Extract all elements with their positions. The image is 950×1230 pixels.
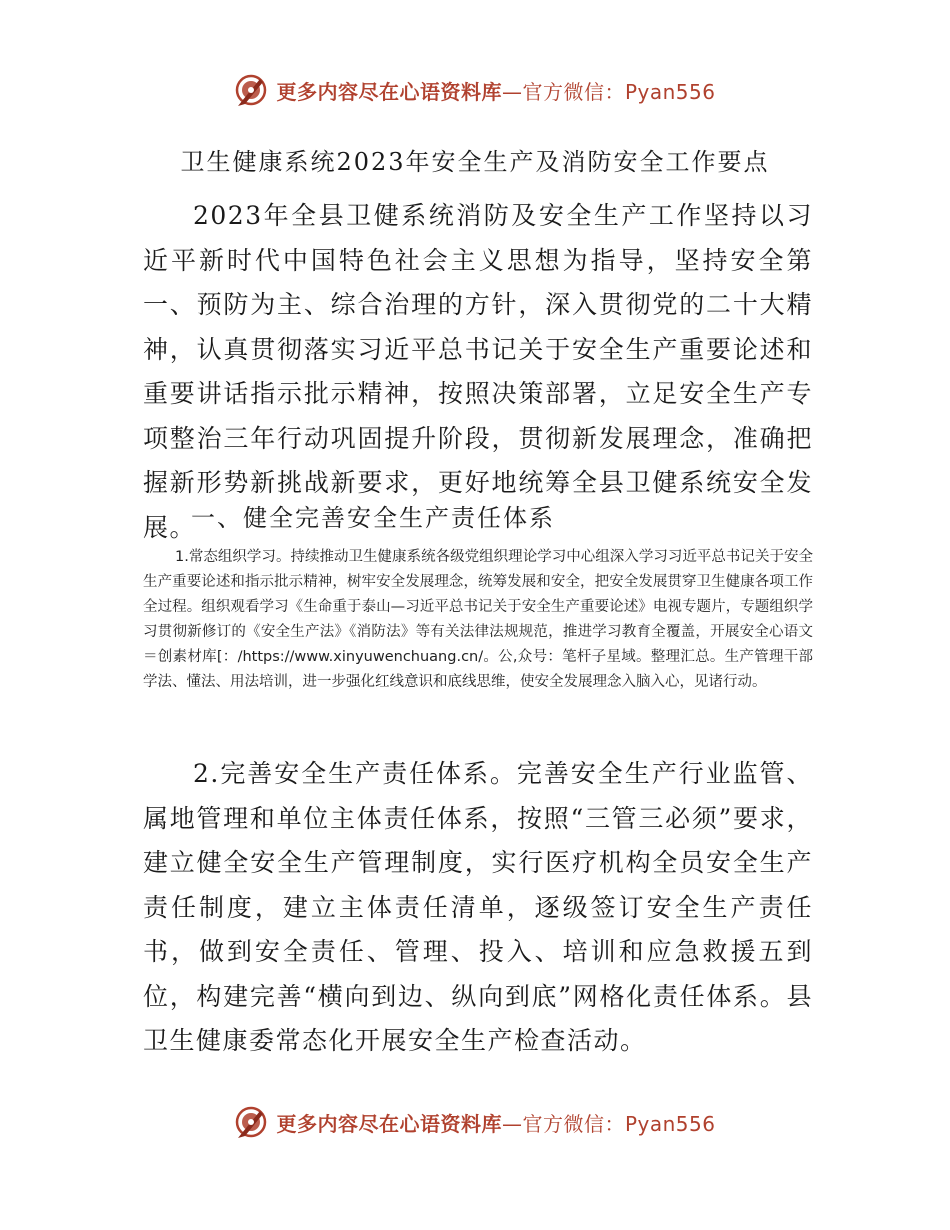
item-2-text: 2.完善安全生产责任体系。完善安全生产行业监管、属地管理和单位主体责任体系，按照“三管三必须”要求，建立健全安全生产管理制度，实行医疗机构全员安全生产责任制度，建立主体责任清单，逐级签订安全生产责任书，做到安全责任、管理、投入、培训和应急救援五到位，构建完善“横向到边、纵向到底”网格化责任体系。县卫生健康委常态化开展安全生产检查活动。 — [143, 759, 813, 1055]
watermark-text: 更多内容尽在心语资料库—官方微信：Pyan556 — [276, 79, 716, 104]
item-1-paragraph — [143, 545, 813, 695]
header-watermark — [0, 70, 950, 110]
item-1-text: 1.常态组织学习。持续推动卫生健康系统各级党组织理论学习中心组深入学习习近平总书记关于安全生产重要论述和指示批示精神，树牢安全发展理念，统筹发展和安全，把安全发展贯穿卫生健康各项工作全过程。组织观看学习《生命重于泰山—习近平总书记关于安全生产重要论述》电视专题片，专题组织学习贯彻新修订的《安全生产法》《消防法》等有关法律法规规范，推进学习教育全覆盖，开展安全心语文＝创素材库[：/https://www.xinyuwenchuang.cn/。公,众号：笔杆子星域。整理汇总。生产管理干部学法、懂法、用法培训，进一步强化红线意识和底线思维，使安全发展理念入脑入心，见诸行动。 — [143, 549, 813, 690]
page-title: 卫生健康系统2023年安全生产及消防安全工作要点 — [180, 148, 770, 176]
item-2-paragraph — [143, 752, 813, 1064]
section-heading: 一、健全完善安全生产责任体系 — [191, 504, 555, 532]
intro-paragraph — [143, 194, 813, 550]
pen-nib-logo-icon — [234, 73, 268, 107]
watermark-text: 更多内容尽在心语资料库—官方微信：Pyan556 — [276, 1111, 716, 1136]
footer-watermark — [0, 1102, 950, 1142]
pen-nib-logo-icon — [234, 1105, 268, 1139]
intro-paragraph-text: 2023年全县卫健系统消防及安全生产工作坚持以习近平新时代中国特色社会主义思想为指导，坚持安全第一、预防为主、综合治理的方针，深入贯彻党的二十大精神，认真贯彻落实习近平总书记关于安全生产重要论述和重要讲话指示批示精神，按照决策部署，立足安全生产专项整治三年行动巩固提升阶段，贯彻新发展理念，准确把握新形势新挑战新要求，更好地统筹全县卫健系统安全发展。 — [143, 201, 813, 542]
